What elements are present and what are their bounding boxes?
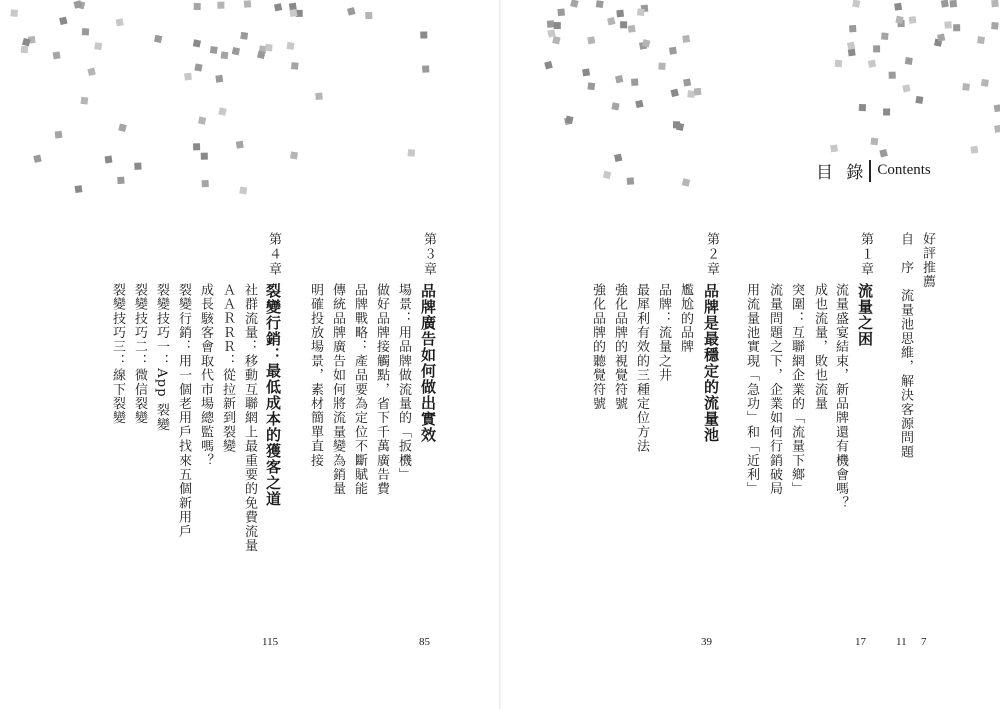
chapter-label: 第２章 [704, 232, 719, 277]
decorative-square [881, 32, 889, 40]
decorative-square [631, 79, 638, 86]
decorative-square [291, 62, 299, 70]
decorative-square [244, 0, 252, 8]
decorative-square [265, 44, 273, 52]
decorative-square [118, 123, 126, 131]
decorative-square [879, 149, 888, 158]
decorative-square [614, 154, 622, 162]
decorative-square [570, 0, 579, 8]
page-number: 85 [419, 636, 430, 648]
decorative-square [941, 0, 949, 8]
decorative-square [868, 60, 876, 68]
toc-item: 明確投放場景，素材簡單直接 [308, 283, 323, 468]
toc-item: 流量盛宴結束，新品牌還有機會嗎？ [833, 283, 848, 511]
toc-item: 成也流量，敗也流量 [812, 283, 827, 411]
decorative-square [894, 3, 902, 11]
decorative-square [290, 151, 298, 159]
decorative-square [852, 0, 860, 8]
chapter-title: 裂變行銷：最低成本的獲客之道 [264, 283, 282, 507]
decorative-square [883, 108, 890, 115]
decorative-square [82, 28, 89, 35]
decorative-square [849, 25, 856, 32]
chapter-label: 第１章 [858, 232, 873, 277]
decorative-square [859, 104, 866, 111]
decorative-square [687, 90, 695, 98]
decorative-square [105, 156, 113, 164]
decorative-square [871, 138, 879, 146]
decorative-square [154, 35, 162, 43]
decorative-square [611, 102, 619, 110]
decorative-square [557, 9, 565, 17]
decorative-square [201, 153, 208, 160]
decorative-square [682, 178, 690, 186]
decorative-square [221, 51, 229, 59]
decorative-square [669, 47, 677, 55]
decorative-square [915, 96, 923, 104]
decorative-square [970, 146, 978, 154]
toc-item: 突圍：互聯網企業的「流量下鄉」 [789, 283, 804, 496]
decorative-square [117, 177, 124, 184]
toc-item: 品牌：流量之井 [656, 283, 671, 383]
decorative-square [289, 9, 297, 17]
toc-item: 強化品牌的視覺符號 [612, 283, 627, 411]
decorative-square [408, 149, 415, 156]
decorative-square [587, 36, 595, 44]
decorative-square [193, 39, 201, 47]
toc-item: 最犀利有效的三種定位方法 [634, 283, 649, 454]
decorative-square [835, 60, 843, 68]
decorative-square [949, 0, 957, 8]
toc-item: ＡＡＲＲＲ：從拉新到裂變 [220, 283, 235, 454]
decorative-square [937, 33, 945, 41]
front-matter-praise: 好評推薦 [920, 232, 935, 289]
toc-heading [816, 158, 931, 183]
decorative-square [210, 46, 218, 54]
decorative-square [10, 9, 18, 17]
decorative-square [620, 21, 627, 28]
front-matter-preface: 自 序 流量池思維，解決客源問題 [898, 232, 913, 460]
page-number: 39 [701, 636, 712, 648]
chapter-title: 品牌是最穩定的流量池 [702, 283, 720, 443]
decorative-square [236, 141, 244, 149]
decorative-square [232, 47, 240, 55]
decorative-square [134, 163, 141, 170]
toc-heading-zh: 目 錄 [816, 163, 868, 183]
decorative-square [116, 18, 124, 26]
decorative-square [184, 73, 192, 81]
decorative-square [274, 3, 282, 11]
decorative-square [994, 104, 1000, 112]
toc-item: 尷尬的品牌 [678, 283, 693, 354]
toc-item: 成長駭客會取代市場總監嗎？ [198, 283, 213, 468]
chapter-label: 第３章 [421, 232, 436, 277]
decorative-square [991, 0, 999, 7]
page-number: 17 [855, 636, 866, 648]
decorative-square [627, 177, 635, 185]
decorative-square [217, 2, 224, 9]
heading-divider [869, 160, 871, 182]
toc-item: 裂變行銷：用一個老用戶找來五個新用戶 [176, 283, 191, 539]
decorative-square [33, 155, 41, 163]
chapter-title: 品牌廣告如何做出實效 [419, 283, 437, 443]
decorative-square [607, 17, 615, 25]
decorative-square [694, 88, 702, 96]
toc-item: 傳統品牌廣告如何將流量變為銷量 [330, 283, 345, 496]
decorative-square [202, 180, 209, 187]
decorative-square [347, 7, 356, 16]
decorative-square [905, 57, 913, 65]
toc-item: 用流量池實現「急功」和「近利」 [744, 283, 759, 496]
decorative-square [80, 97, 88, 105]
decorative-square [215, 75, 223, 83]
decorative-square [670, 89, 678, 97]
decorative-square [909, 16, 917, 24]
decorative-square [889, 72, 896, 79]
decorative-square [582, 68, 590, 76]
decorative-square [94, 42, 102, 50]
decorative-square [994, 125, 1000, 133]
decorative-square [587, 82, 595, 90]
decorative-square [55, 131, 63, 139]
decorative-square [603, 171, 611, 179]
decorative-square [682, 35, 690, 43]
decorative-square [596, 0, 604, 8]
toc-item: 裂變技巧三：線下裂變 [110, 283, 125, 425]
decorative-square [953, 24, 960, 31]
decorative-square [239, 186, 247, 194]
toc-heading-en: Contents [877, 162, 931, 178]
decorative-square [87, 68, 96, 77]
toc-item: 流量問題之下，企業如何行銷破局 [767, 283, 782, 496]
chapter-title: 流量之困 [856, 283, 874, 347]
decorative-square [21, 46, 29, 54]
decorative-square [547, 20, 555, 28]
toc-item: 做好品牌接觸點，省下千萬廣告費 [374, 283, 389, 496]
decorative-square [544, 61, 553, 70]
decorative-square [683, 78, 691, 86]
decorative-square [981, 79, 989, 87]
decorative-square [991, 22, 999, 30]
decorative-square [873, 45, 880, 52]
chapter-label: 第４章 [266, 232, 281, 277]
toc-item: 社群流量：移動互聯網上最重要的免費流量 [242, 283, 257, 553]
toc-item: 品牌戰略：產品要為定位不斷賦能 [352, 283, 367, 496]
decorative-square [552, 36, 561, 45]
decorative-square [554, 22, 561, 29]
decorative-square [977, 36, 985, 44]
decorative-square [194, 3, 201, 10]
decorative-square [420, 31, 427, 38]
decorative-square [615, 75, 623, 83]
page-number: 115 [262, 636, 279, 648]
decorative-square [635, 100, 643, 108]
toc-item: 強化品牌的聽覺符號 [590, 283, 605, 411]
decorative-square [218, 107, 226, 115]
decorative-square [902, 84, 910, 92]
decorative-square [315, 93, 322, 100]
decorative-square [628, 25, 636, 33]
page-number: 11 [896, 636, 907, 648]
decorative-square [830, 144, 838, 152]
decorative-square [676, 123, 684, 131]
decorative-square [198, 116, 206, 124]
decorative-square [193, 143, 200, 150]
decorative-square [53, 51, 61, 59]
toc-item: 裂變技巧一：App 裂變 [154, 283, 169, 432]
decorative-square [422, 65, 429, 72]
decorative-square [658, 62, 665, 69]
toc-item: 裂變技巧二：微信裂變 [132, 283, 147, 425]
decorative-square [240, 32, 248, 40]
decorative-square [194, 63, 202, 71]
decorative-square [637, 8, 645, 16]
decorative-square [616, 10, 624, 18]
decorative-square [59, 17, 67, 25]
decorative-square [365, 12, 372, 19]
toc-item: 場景：用品牌做流量的「扳機」 [396, 283, 411, 482]
decorative-square [944, 21, 952, 29]
page-number: 7 [921, 636, 927, 648]
decorative-square [75, 185, 83, 193]
decorative-square [287, 42, 295, 50]
decorative-square [962, 83, 970, 91]
